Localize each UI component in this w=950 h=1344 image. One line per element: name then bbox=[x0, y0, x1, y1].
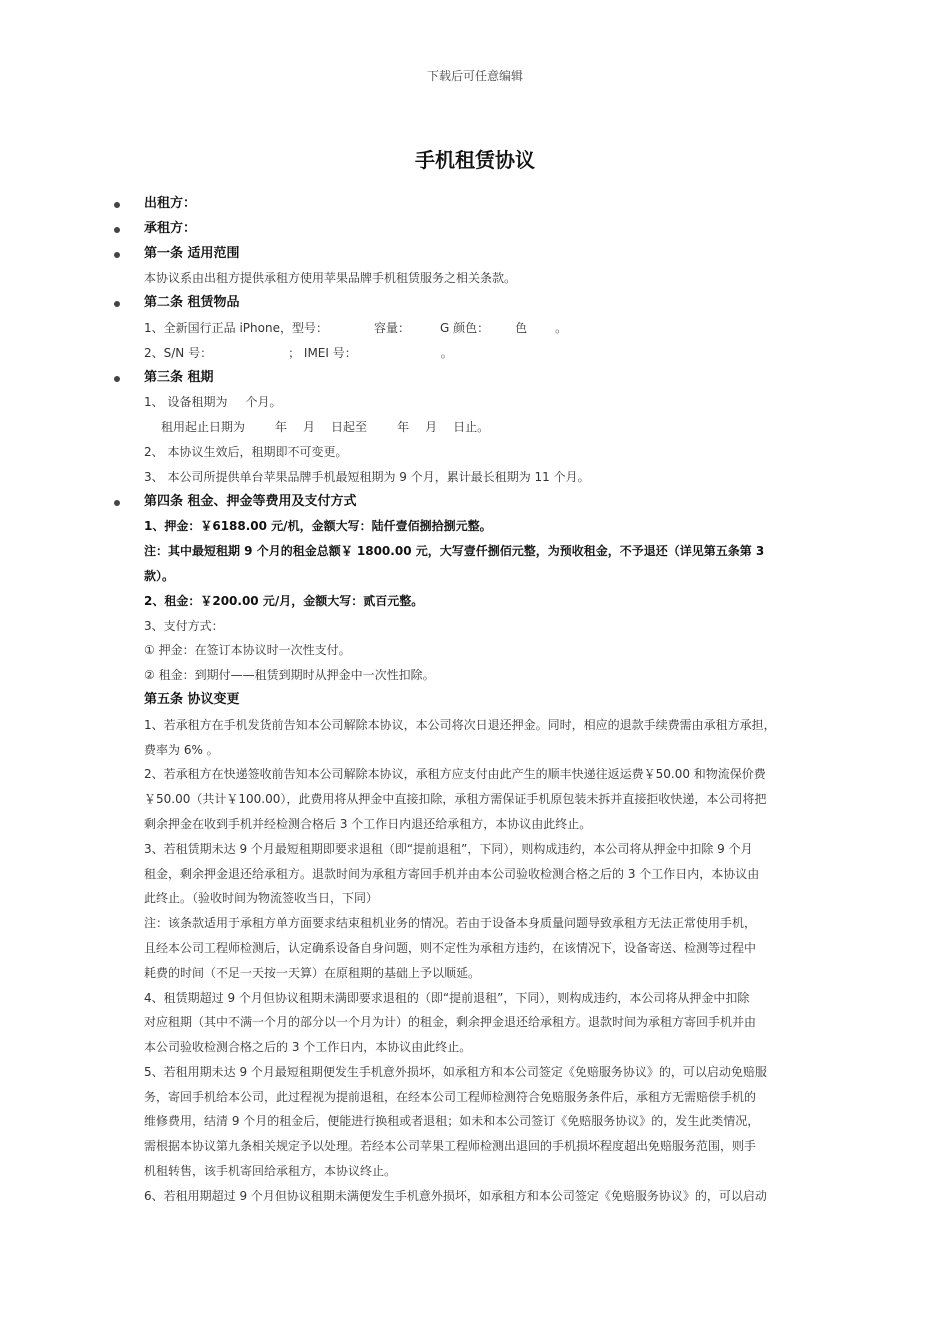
article-1-heading-text: 第一条 适用范围 bbox=[144, 245, 240, 261]
bullet-icon bbox=[114, 227, 120, 233]
color-label: G 颜色： bbox=[439, 320, 490, 335]
article-5-line: 此终止。（验收时间为物流签收当日，下同） bbox=[144, 891, 379, 906]
lessee-line bbox=[0, 217, 950, 242]
article-4-line-1: 1、押金：￥6188.00 元/机，金额大写：陆仟壹佰捌拾捌元整。 bbox=[144, 519, 492, 534]
article-5-line: 机租转售，该手机寄回给承租方，本协议终止。 bbox=[144, 1164, 397, 1179]
item-1-end: 。 bbox=[555, 320, 568, 335]
article-3-heading bbox=[0, 366, 950, 391]
color-suffix: 色 bbox=[515, 320, 528, 335]
article-3-line-1 bbox=[0, 390, 950, 415]
bullet-icon bbox=[114, 376, 120, 382]
lessor-label: 出租方： bbox=[144, 196, 197, 211]
article-5-line: 3、若租赁期未达 9 个月最短租期即要求退租（即“提前退租”，下同），则构成违约，本公司将从押金中扣除 9 个月 bbox=[144, 841, 753, 856]
item-2-end: 。 bbox=[440, 345, 453, 360]
imei-label: ； IMEI 号： bbox=[288, 345, 357, 360]
article-4-line-4: 2、租金：￥200.00 元/月，金额大写：贰百元整。 bbox=[144, 593, 424, 608]
article-5-line: 2、若承租方在快递签收前告知本公司解除本协议，承租方应支付由此产生的顺丰快递往返运费￥50.00 和物流保价费 bbox=[144, 767, 766, 782]
article-3-heading-text: 第三条 租期 bbox=[144, 369, 214, 385]
article-5-line: 租金，剩余押金退还给承租方。退款时间为承租方寄回手机并由本公司验收检测合格之后的 3 个工作日内，本协议由 bbox=[144, 866, 760, 881]
start-year: 年 bbox=[275, 420, 288, 435]
document-body bbox=[0, 192, 950, 1209]
article-5-line: 务，寄回手机给本公司，此过程视为提前退租，在经本公司工程师检测符合免赔服务条件后，承租方无需赔偿手机的 bbox=[144, 1089, 757, 1104]
lessor-line bbox=[0, 192, 950, 217]
article-5-line: ￥50.00（共计￥100.00），此费用将从押金中直接扣除，承租方需保证手机原包装未拆并直接拒收快递，本公司将把 bbox=[144, 792, 767, 807]
article-4-heading-text: 第四条 租金、押金等费用及支付方式 bbox=[144, 493, 357, 509]
sn-label: 2、S/N 号： bbox=[144, 345, 213, 360]
article-5-line: 5、若租用期未达 9 个月最短租期便发生手机意外损坏，如承租方和本公司签定《免赔服务协议》的，可以启动免赔服 bbox=[144, 1064, 767, 1079]
article-4-line-7: ② 租金：到期付——租赁到期时从押金中一次性扣除。 bbox=[144, 668, 435, 683]
capacity-label: 容量： bbox=[373, 320, 410, 335]
article-5-line: 对应租期（其中不满一个月的部分以一个月为计）的租金，剩余押金退还给承租方。退款时间为承租方寄回手机并由 bbox=[144, 1015, 757, 1030]
bullet-icon bbox=[114, 202, 120, 208]
article-5-heading: 第五条 协议变更 bbox=[144, 691, 240, 707]
end-year: 年 bbox=[397, 420, 410, 435]
article-1-text: 本协议系由出租方提供承租方使用苹果品牌手机租赁服务之相关条款。 bbox=[144, 271, 517, 286]
article-5-line: 注：该条款适用于承租方单方面要求结束租机业务的情况。若由于设备本身质量问题导致承租方无法正常使用手机， bbox=[144, 916, 757, 931]
start-month: 月 bbox=[303, 420, 316, 435]
end-month: 月 bbox=[425, 420, 438, 435]
period-label: 租用起止日期为 bbox=[161, 420, 246, 435]
article-4-line-5: 3、支付方式： bbox=[144, 618, 224, 633]
article-1-heading bbox=[0, 242, 950, 267]
end-day: 日止。 bbox=[453, 420, 490, 435]
term-unit: 个月。 bbox=[245, 395, 282, 410]
document-title: 手机租赁协议 bbox=[415, 148, 535, 172]
article-5-line: 耗费的时间（不足一天按一天算）在原租期的基础上予以顺延。 bbox=[144, 965, 481, 980]
article-4-line-2: 注：其中最短租期 9 个月的租金总额￥ 1800.00 元，大写壹仟捌佰元整，为预收租金，不予退还（详见第五条第 3 bbox=[144, 544, 765, 559]
article-4-heading bbox=[0, 490, 950, 515]
term-label: 1、 设备租期为 bbox=[144, 395, 228, 410]
article-5-line: 需根据本协议第九条相关规定予以处理。若经本公司苹果工程师检测出退回的手机损坏程度超出免赔服务范围，则手 bbox=[144, 1139, 757, 1154]
article-5-line: 费率为 6% 。 bbox=[144, 742, 219, 757]
article-4-line-3: 款）。 bbox=[144, 568, 175, 583]
article-5-line: 6、若租用期超过 9 个月但协议租期未满便发生手机意外损坏，如承租方和本公司签定《免赔服务协议》的，可以启动 bbox=[144, 1188, 767, 1203]
article-2-item-1 bbox=[0, 316, 950, 341]
article-3-line-3: 2、 本协议生效后，租期即不可变更。 bbox=[144, 444, 348, 459]
model-label: 1、全新国行正品 iPhone，型号： bbox=[144, 320, 328, 335]
start-day: 日起至 bbox=[331, 420, 368, 435]
article-5-line: 维修费用，结清 9 个月的租金后，便能进行换租或者退租；如未和本公司签订《免赔服务协议》的，发生此类情况， bbox=[144, 1114, 760, 1129]
article-5-line: 1、若承租方在手机发货前告知本公司解除本协议，本公司将次日退还押金。同时，相应的退款手续费需由承租方承担， bbox=[144, 717, 776, 732]
article-4-line-6: ① 押金：在签订本协议时一次性支付。 bbox=[144, 643, 351, 658]
bullet-icon bbox=[114, 301, 120, 307]
bullet-icon bbox=[114, 252, 120, 258]
article-3-line-2 bbox=[0, 415, 950, 440]
article-5-line: 剩余押金在收到手机并经检测合格后 3 个工作日内退还给承租方，本协议由此终止。 bbox=[144, 816, 592, 831]
article-3-line-4: 3、 本公司所提供单台苹果品牌手机最短租期为 9 个月，累计最长租期为 11 个月。 bbox=[144, 469, 590, 484]
article-2-item-2 bbox=[0, 341, 950, 366]
bullet-icon bbox=[114, 500, 120, 506]
article-2-heading bbox=[0, 291, 950, 316]
article-5-line: 本公司验收检测合格之后的 3 个工作日内，本协议由此终止。 bbox=[144, 1040, 472, 1055]
article-2-heading-text: 第二条 租赁物品 bbox=[144, 295, 240, 311]
article-5-line: 且经本公司工程师检测后，认定确系设备自身问题，则不定性为承租方违约，在该情况下，设备寄送、检测等过程中 bbox=[144, 940, 757, 955]
article-5-line: 4、租赁期超过 9 个月但协议租期未满即要求退租的（即“提前退租”，下同），则构成违约，本公司将从押金中扣除 bbox=[144, 990, 750, 1005]
header-note: 下载后可任意编辑 bbox=[426, 69, 523, 83]
lessee-label: 承租方： bbox=[144, 220, 197, 236]
